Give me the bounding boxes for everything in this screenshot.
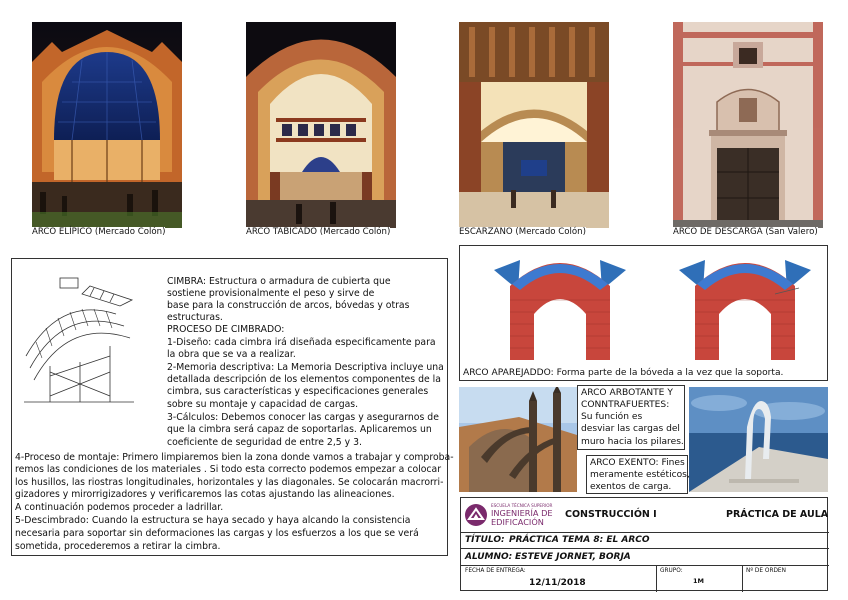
process-line-6: 5-Descimbrado: Cuando la estructura se haya secado y haya alcando la consistencia [15, 515, 411, 526]
caption-arco-tabicado: ARCO TABICADO (Mercado Colón) [246, 227, 391, 237]
school-name-line-2: INGENIERÍA DE [491, 508, 553, 518]
arbotante-line-3: Su función es [581, 412, 643, 422]
process-line-1: 4-Proceso de montaje: Primero limpiaremos bien la zona donde vamos a trabajar y comproba- [15, 452, 454, 463]
escarzano-illustration [459, 22, 609, 228]
student-value: ESTEVE JORNET, BORJA [515, 552, 631, 562]
caption-arco-eliptico: ARCO ELÍPICO (Mercado Colón) [32, 227, 166, 237]
group-value: 1M [693, 577, 704, 585]
school-name-line-3: EDIFICACIÓN [491, 517, 544, 527]
exento-line-1: ARCO EXENTO: Fines [590, 458, 685, 468]
aparejado-illustration-1 [490, 250, 630, 362]
group-label: GRUPO: [660, 568, 683, 574]
process-line-3: los husillos, las riostras longitudinales, horizontales y las diagonales. Se colocarán macrorri- [15, 477, 444, 488]
process-line-7: necesaria para soportar sin deformaciones las cargas y los esfuerzos a los que se verá [15, 528, 419, 539]
photo-arco-tabicado [246, 22, 396, 228]
cimbra-line-13: que la cimbra será capaz de soportarlas. Aplicaremos un [167, 424, 432, 435]
aparejado-caption: ARCO APAREJADDO: Forma parte de la bóveda a la vez que la soporta. [463, 368, 784, 378]
photo-arco-eliptico [32, 22, 182, 228]
photo-arbotante [459, 387, 577, 492]
arco-descarga-illustration [673, 22, 823, 228]
caption-escarzano: ESCARZANO (Mercado Colón) [459, 227, 586, 237]
cimbra-line-10: cimbra, sus características y especificaciones generales [167, 386, 429, 397]
aparejado-illustration-2 [675, 250, 815, 362]
cimbra-line-8: 2-Memoria descriptiva: La Memoria Descriptiva incluye una [167, 362, 444, 373]
title-block-divider [461, 548, 829, 549]
cimbra-line-5: PROCESO DE CIMBRADO: [167, 324, 285, 335]
order-label: Nº DE ORDEN [746, 568, 786, 574]
cimbra-illustration [20, 276, 138, 406]
cimbra-line-1: CIMBRA: Estructura o armadura de cubierta que [167, 276, 391, 287]
caption-arco-descarga: ARCO DE DESCARGA (San Valero) [673, 227, 818, 237]
title-value: PRÁCTICA TEMA 8: EL ARCO [509, 535, 650, 545]
photo-escarzano [459, 22, 609, 228]
arbotante-line-1: ARCO ARBOTANTE Y [581, 388, 673, 398]
school-name-line-1: ESCUELA TÉCNICA SUPERIOR [491, 503, 553, 508]
process-line-2: remos las condiciones de los materiales . Si todo esta correcto podemos empezar a colocar [15, 464, 442, 475]
cimbra-line-11: sobre su montaje y capacidad de cargas. [167, 399, 359, 410]
title-block-divider [656, 565, 657, 592]
cimbra-line-3: base para la construcción de arcos, bóvedas y otras [167, 300, 410, 311]
cimbra-line-12: 3-Cálculos: Debemos conocer las cargas y asegurarnos de [167, 412, 439, 423]
arbotante-illustration [459, 387, 577, 492]
arco-tabicado-illustration [246, 22, 396, 228]
photo-arco-exento [689, 387, 828, 492]
cimbra-line-4: estructuras. [167, 312, 223, 323]
title-label: TÍTULO: [465, 535, 505, 545]
process-line-4: gizadores y mirorrigizadores y verificaremos las cotas ajustando las alineaciones. [15, 489, 395, 500]
cimbra-line-7: la obra que se va a realizar. [167, 349, 296, 360]
arco-eliptico-illustration [32, 22, 182, 228]
subject: CONSTRUCCIÓN I [565, 509, 657, 520]
student-label: ALUMNO: [465, 552, 513, 562]
arbotante-line-4: desviar las cargas del [581, 424, 680, 434]
date-value: 12/11/2018 [529, 578, 586, 588]
cimbra-line-6: 1-Diseño: cada cimbra irá diseñada especificamente para [167, 337, 436, 348]
photo-arco-descarga [673, 22, 823, 228]
exento-line-2: meramente estéticos, [590, 470, 690, 480]
arco-exento-illustration [689, 387, 828, 492]
cimbra-line-14: coeficiente de seguridad de entre 2,5 y 3. [167, 437, 362, 448]
process-line-8: sometida, procederemos a retirar la cimbra. [15, 541, 221, 552]
title-block-divider [742, 565, 743, 592]
title-block [460, 497, 828, 591]
arbotante-line-5: muro hacia los pilares. [581, 437, 684, 447]
title-block-divider [461, 532, 829, 533]
cimbra-line-9: detallada descripción de los elementos componentes de la [167, 374, 441, 385]
exento-line-3: exentos de carga. [590, 482, 672, 492]
arbotante-line-2: CONNTRAFUERTES: [581, 400, 670, 410]
date-label: FECHA DE ENTREGA: [465, 568, 526, 574]
cimbra-line-2: sostiene provisionalmente el peso y sirve de [167, 288, 375, 299]
practice-type: PRÁCTICA DE AULA [726, 509, 829, 520]
school-logo-icon [464, 503, 488, 527]
process-line-5: A continuación podemos proceder a ladrillar. [15, 502, 224, 513]
title-block-divider [461, 565, 829, 566]
